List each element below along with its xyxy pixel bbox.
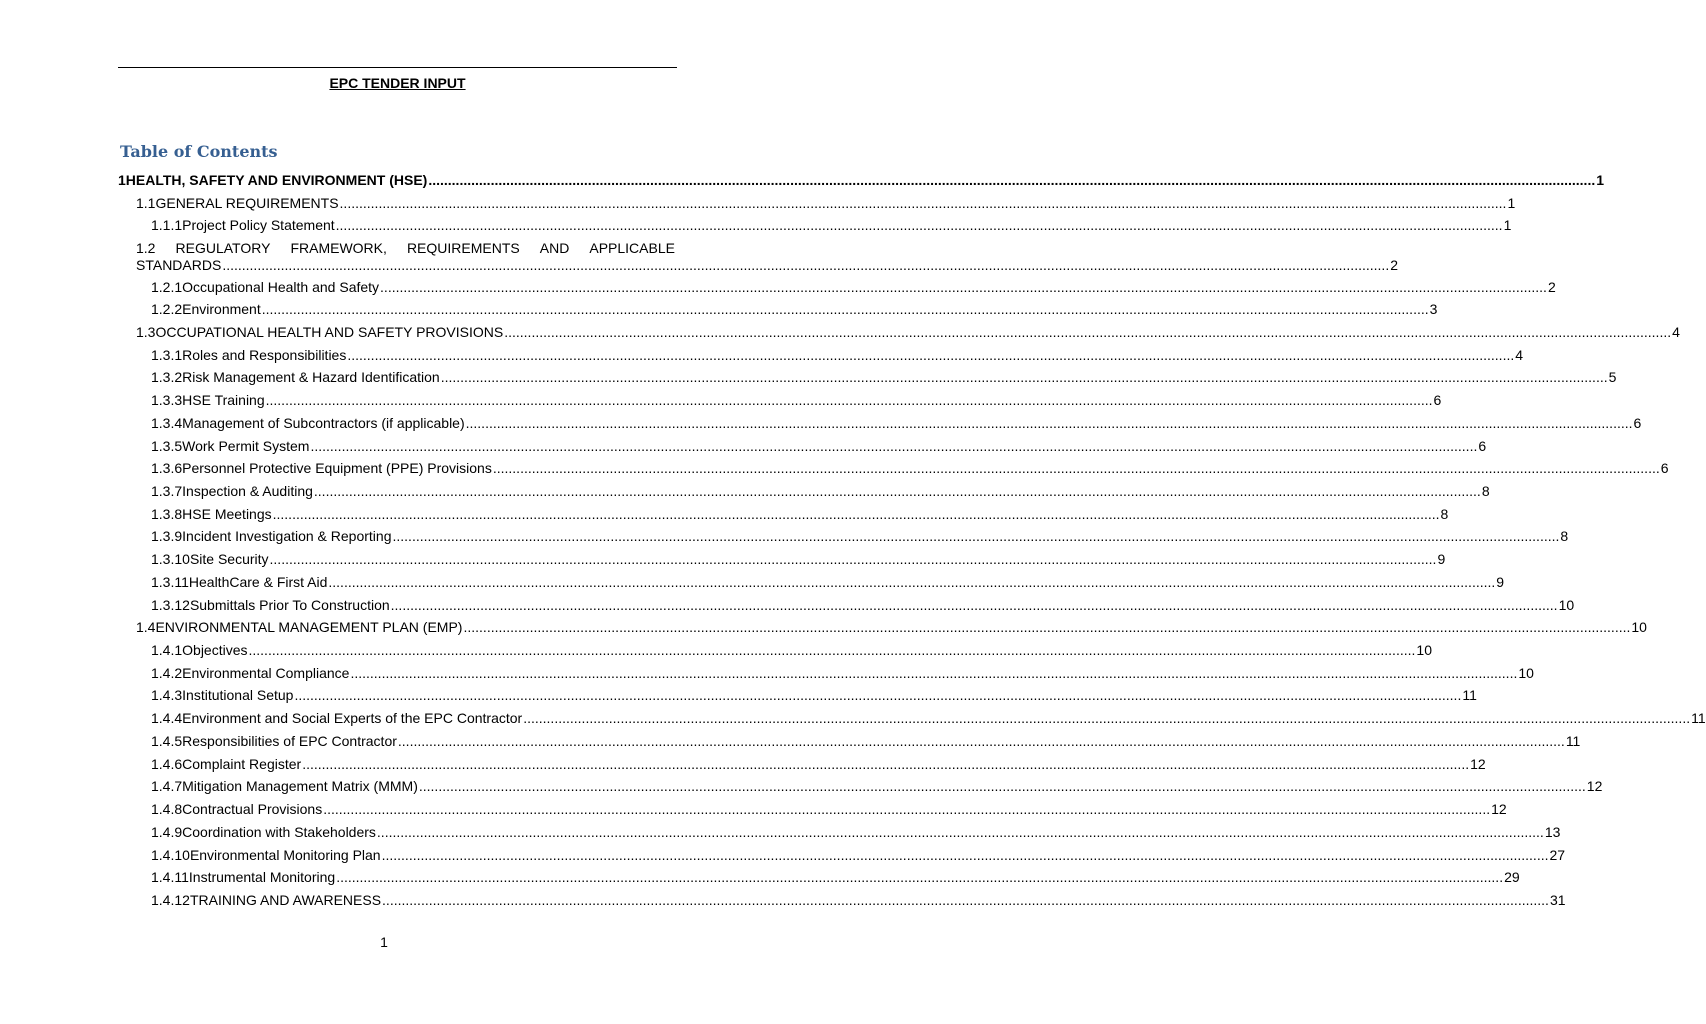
toc-entry-number: 1.3.3 — [151, 392, 183, 408]
toc-entry-number: 1.3.12 — [151, 597, 190, 613]
header-rule — [118, 67, 677, 68]
toc-entry-1-2-1[interactable] — [151, 279, 1556, 296]
toc-leader-dots: ............................................................................................................................................................................................................................................................................................................ — [397, 733, 1565, 749]
toc-entry-page: 6 — [1433, 392, 1442, 408]
toc-entry-1-3-6[interactable] — [151, 460, 1669, 477]
toc-entry-page: 10 — [1558, 597, 1575, 613]
toc-leader-dots: ............................................................................................................................................................................................................................................................................................................ — [248, 642, 1416, 658]
toc-leader-dots: ............................................................................................................................................................................................................................................................................................................ — [335, 217, 1503, 233]
toc-entry-1-4-9[interactable] — [151, 824, 1561, 841]
toc-entry-page: 2 — [1547, 279, 1556, 295]
toc-entry-number: 1.3.11 — [151, 574, 189, 590]
toc-entry-1-4-6[interactable] — [151, 756, 1486, 773]
toc-entry-title: OCCUPATIONAL HEALTH AND SAFETY PROVISIONS — [155, 324, 504, 340]
toc-leader-dots: ............................................................................................................................................................................................................................................................................................................ — [261, 301, 1429, 317]
toc-entry-number: 1.4.8 — [151, 801, 183, 817]
toc-entry-page: 12 — [1470, 756, 1486, 772]
toc-entry-title-word: REGULATORY — [175, 240, 271, 256]
toc-leader-dots: ............................................................................................................................................................................................................................................................................................................ — [222, 257, 1390, 273]
toc-entry-title-word: REQUIREMENTS — [406, 240, 520, 256]
toc-entry-title: Complaint Register — [182, 756, 302, 772]
toc-leader-dots: ............................................................................................................................................................................................................................................................................................................ — [350, 665, 1518, 681]
toc-entry-title: Work Permit System — [182, 438, 310, 454]
toc-entry-title: Occupational Health and Safety — [182, 279, 380, 295]
toc-entry-number: 1.1.1 — [151, 217, 183, 233]
toc-entry-1-3-7[interactable] — [151, 483, 1490, 500]
toc-entry-page: 3 — [1429, 301, 1438, 317]
toc-entry-number: 1.4.11 — [151, 869, 189, 885]
toc-entry-1[interactable] — [118, 172, 1605, 189]
toc-entry-page: 1 — [1596, 172, 1605, 188]
toc-entry-number: 1.4.5 — [151, 733, 183, 749]
toc-entry-title: Objectives — [182, 642, 248, 658]
toc-entry-1-3-3[interactable] — [151, 392, 1442, 409]
toc-entry-1-3[interactable] — [136, 324, 1680, 341]
toc-leader-dots: ............................................................................................................................................................................................................................................................................................................ — [376, 824, 1544, 840]
toc-entry-title: Roles and Responsibilities — [182, 347, 347, 363]
toc-entry-1-1-1[interactable] — [151, 217, 1512, 234]
toc-entry-title: HSE Training — [182, 392, 265, 408]
toc-entry-number: 1.3.5 — [151, 438, 183, 454]
toc-leader-dots: ............................................................................................................................................................................................................................................................................................................ — [265, 392, 1433, 408]
toc-entry-page: 11 — [1565, 733, 1581, 749]
toc-entry-page: 8 — [1560, 528, 1569, 544]
toc-entry-page: 6 — [1660, 460, 1669, 476]
toc-entry-number: 1.1 — [136, 195, 156, 211]
toc-leader-dots: ............................................................................................................................................................................................................................................................................................................ — [336, 869, 1504, 885]
toc-entry-1-4-8[interactable] — [151, 801, 1507, 818]
toc-entry-1-3-1[interactable] — [151, 347, 1524, 364]
page-number: 1 — [380, 934, 388, 950]
toc-leader-dots: ............................................................................................................................................................................................................................................................................................................ — [328, 574, 1496, 590]
toc-entry-page: 8 — [1481, 483, 1490, 499]
toc-entry-page: 2 — [1390, 257, 1399, 273]
toc-entry-title: Management of Subcontractors (if applicable) — [182, 415, 465, 431]
toc-entry-1-3-12[interactable] — [151, 597, 1575, 614]
toc-entry-title: HSE Meetings — [182, 506, 272, 522]
toc-entry-1-3-4[interactable] — [151, 415, 1642, 432]
toc-entry-page: 27 — [1549, 847, 1566, 863]
toc-entry-number: 1.4.2 — [151, 665, 183, 681]
toc-entry-page: 12 — [1491, 801, 1507, 817]
toc-leader-dots: ............................................................................................................................................................................................................................................................................................................ — [269, 551, 1437, 567]
toc-entry-title: TRAINING AND AWARENESS — [189, 892, 382, 908]
toc-entry-1-4-1[interactable] — [151, 642, 1432, 659]
toc-leader-dots: ............................................................................................................................................................................................................................................................................................................ — [392, 528, 1560, 544]
toc-entry-number: 1.4.10 — [151, 847, 190, 863]
toc-entry-1-4-4[interactable] — [151, 710, 1706, 727]
toc-entry-1-4-7[interactable] — [151, 778, 1603, 795]
toc-entry-number: 1.3.4 — [151, 415, 183, 431]
toc-entry-title: Inspection & Auditing — [182, 483, 313, 499]
toc-entry-page: 1 — [1507, 195, 1516, 211]
toc-entry-title: STANDARDS — [136, 257, 222, 273]
toc-entry-title: Risk Management & Hazard Identification — [182, 369, 440, 385]
toc-leader-dots: ............................................................................................................................................................................................................................................................................................................ — [492, 460, 1660, 476]
document-header: EPC TENDER INPUT — [329, 75, 466, 91]
toc-entry-page: 12 — [1586, 778, 1603, 794]
toc-leader-dots: ............................................................................................................................................................................................................................................................................................................ — [313, 483, 1481, 499]
toc-entry-number: 1.4.6 — [151, 756, 183, 772]
toc-entry-title-word: FRAMEWORK, — [290, 240, 387, 256]
toc-entry-1-4-12[interactable] — [151, 892, 1566, 909]
toc-entry-title: HealthCare & First Aid — [188, 574, 328, 590]
toc-leader-dots: ............................................................................................................................................................................................................................................................................................................ — [523, 710, 1691, 726]
toc-entry-title: Project Policy Statement — [182, 217, 335, 233]
toc-entry-page: 4 — [1515, 347, 1524, 363]
toc-entry-number: 1.3.1 — [151, 347, 183, 363]
toc-entry-title: GENERAL REQUIREMENTS — [155, 195, 339, 211]
toc-entry-title: Personnel Protective Equipment (PPE) Provisions — [182, 460, 492, 476]
toc-entry-number: 1.3.8 — [151, 506, 183, 522]
toc-entry-title: Instrumental Monitoring — [188, 869, 336, 885]
toc-entry-number: 1.3.10 — [151, 551, 190, 567]
toc-entry-page: 13 — [1544, 824, 1561, 840]
toc-entry-number: 1.3.7 — [151, 483, 183, 499]
toc-leader-dots: ............................................................................................................................................................................................................................................................................................................ — [465, 415, 1633, 431]
toc-leader-dots: ............................................................................................................................................................................................................................................................................................................ — [380, 279, 1547, 295]
toc-entry-title: Responsibilities of EPC Contractor — [182, 733, 397, 749]
toc-entry-title: Submittals Prior To Construction — [189, 597, 390, 613]
toc-entry-page: 29 — [1504, 869, 1520, 885]
toc-entry-number: 1.2 — [136, 240, 156, 256]
toc-entry-page: 10 — [1518, 665, 1534, 681]
toc-leader-dots: ............................................................................................................................................................................................................................................................................................................ — [382, 892, 1549, 908]
toc-entry-number: 1.3.9 — [151, 528, 183, 544]
toc-entry-page: 6 — [1478, 438, 1487, 454]
toc-entry-title: Site Security — [189, 551, 269, 567]
toc-entry-page: 8 — [1440, 506, 1449, 522]
toc-leader-dots: ............................................................................................................................................................................................................................................................................................................ — [440, 369, 1608, 385]
toc-entry-title: Environment and Social Experts of the EPC Contractor — [182, 710, 523, 726]
toc-entry-1-1[interactable] — [136, 195, 1516, 212]
toc-entry-page: 9 — [1496, 574, 1505, 590]
toc-entry-1-2[interactable] — [136, 240, 1399, 274]
toc-entry-number: 1.4.7 — [151, 778, 183, 794]
toc-entry-title: Mitigation Management Matrix (MMM) — [182, 778, 418, 794]
toc-entry-1-3-9[interactable] — [151, 528, 1569, 545]
toc-entry-title: Environment — [182, 301, 261, 317]
toc-entry-1-2-2[interactable] — [151, 301, 1438, 318]
toc-entry-title: HEALTH, SAFETY AND ENVIRONMENT (HSE) — [125, 172, 428, 188]
toc-entry-1-4-10[interactable] — [151, 847, 1566, 864]
toc-entry-page: 31 — [1549, 892, 1566, 908]
toc-entry-page: 10 — [1631, 619, 1647, 635]
toc-leader-dots: ............................................................................................................................................................................................................................................................................................................ — [339, 195, 1507, 211]
toc-entry-number: 1.3.2 — [151, 369, 183, 385]
toc-entry-page: 9 — [1437, 551, 1446, 567]
toc-entry-title: Coordination with Stakeholders — [182, 824, 376, 840]
toc-entry-page: 1 — [1503, 217, 1512, 233]
toc-entry-page: 5 — [1608, 369, 1617, 385]
toc-entry-title: Contractual Provisions — [182, 801, 323, 817]
toc-leader-dots: ............................................................................................................................................................................................................................................................................................................ — [418, 778, 1586, 794]
toc-leader-dots: ............................................................................................................................................................................................................................................................................................................ — [347, 347, 1515, 363]
toc-entry-number: 1 — [118, 172, 126, 188]
toc-leader-dots: ............................................................................................................................................................................................................................................................................................................ — [381, 847, 1549, 863]
toc-entry-page: 11 — [1691, 710, 1706, 726]
toc-entry-title: Institutional Setup — [182, 687, 294, 703]
toc-entry-1-4[interactable] — [136, 619, 1647, 636]
toc-leader-dots: ............................................................................................................................................................................................................................................................................................................ — [390, 597, 1558, 613]
toc-entry-1-3-5[interactable] — [151, 438, 1487, 455]
toc-entry-number: 1.3.6 — [151, 460, 183, 476]
toc-entry-1-4-11[interactable] — [151, 869, 1520, 886]
toc-entry-title: Environmental Compliance — [182, 665, 350, 681]
toc-entry-1-3-8[interactable] — [151, 506, 1449, 523]
toc-leader-dots: ............................................................................................................................................................................................................................................................................................................ — [302, 756, 1470, 772]
toc-leader-dots: ............................................................................................................................................................................................................................................................................................................ — [504, 324, 1672, 340]
toc-entry-number: 1.4 — [136, 619, 156, 635]
toc-entry-number: 1.4.3 — [151, 687, 183, 703]
toc-entry-number: 1.2.1 — [151, 279, 183, 295]
toc-entry-1-3-11[interactable] — [151, 574, 1505, 591]
toc-entry-title-word: AND — [539, 240, 570, 256]
toc-entry-page: 4 — [1672, 324, 1680, 340]
toc-entry-number: 1.4.4 — [151, 710, 183, 726]
toc-entry-title-word: APPLICABLE — [589, 240, 675, 256]
toc-entry-1-4-3[interactable] — [151, 687, 1477, 704]
toc-leader-dots: ............................................................................................................................................................................................................................................................................................................ — [428, 172, 1596, 188]
toc-entry-number: 1.4.12 — [151, 892, 190, 908]
toc-entry-1-4-2[interactable] — [151, 665, 1534, 682]
toc-entry-number: 1.2.2 — [151, 301, 183, 317]
toc-entry-number: 1.3 — [136, 324, 156, 340]
toc-entry-title: Environmental Monitoring Plan — [189, 847, 381, 863]
toc-entry-1-4-5[interactable] — [151, 733, 1581, 750]
toc-entry-number: 1.4.9 — [151, 824, 183, 840]
toc-leader-dots: ............................................................................................................................................................................................................................................................................................................ — [294, 687, 1462, 703]
toc-entry-title: ENVIRONMENTAL MANAGEMENT PLAN (EMP) — [155, 619, 463, 635]
toc-entry-page: 11 — [1462, 687, 1477, 703]
toc-entry-number: 1.4.1 — [151, 642, 183, 658]
toc-leader-dots: ............................................................................................................................................................................................................................................................................................................ — [323, 801, 1491, 817]
toc-entry-page: 10 — [1416, 642, 1432, 658]
toc-entry-title: Incident Investigation & Reporting — [182, 528, 392, 544]
toc-leader-dots: ............................................................................................................................................................................................................................................................................................................ — [310, 438, 1478, 454]
toc-leader-dots: ............................................................................................................................................................................................................................................................................................................ — [463, 619, 1631, 635]
toc-entry-1-3-10[interactable] — [151, 551, 1446, 568]
toc-entry-page: 6 — [1633, 415, 1642, 431]
toc-leader-dots: ............................................................................................................................................................................................................................................................................................................ — [272, 506, 1440, 522]
toc-heading: Table of Contents — [120, 142, 278, 161]
toc-entry-1-3-2[interactable] — [151, 369, 1617, 386]
